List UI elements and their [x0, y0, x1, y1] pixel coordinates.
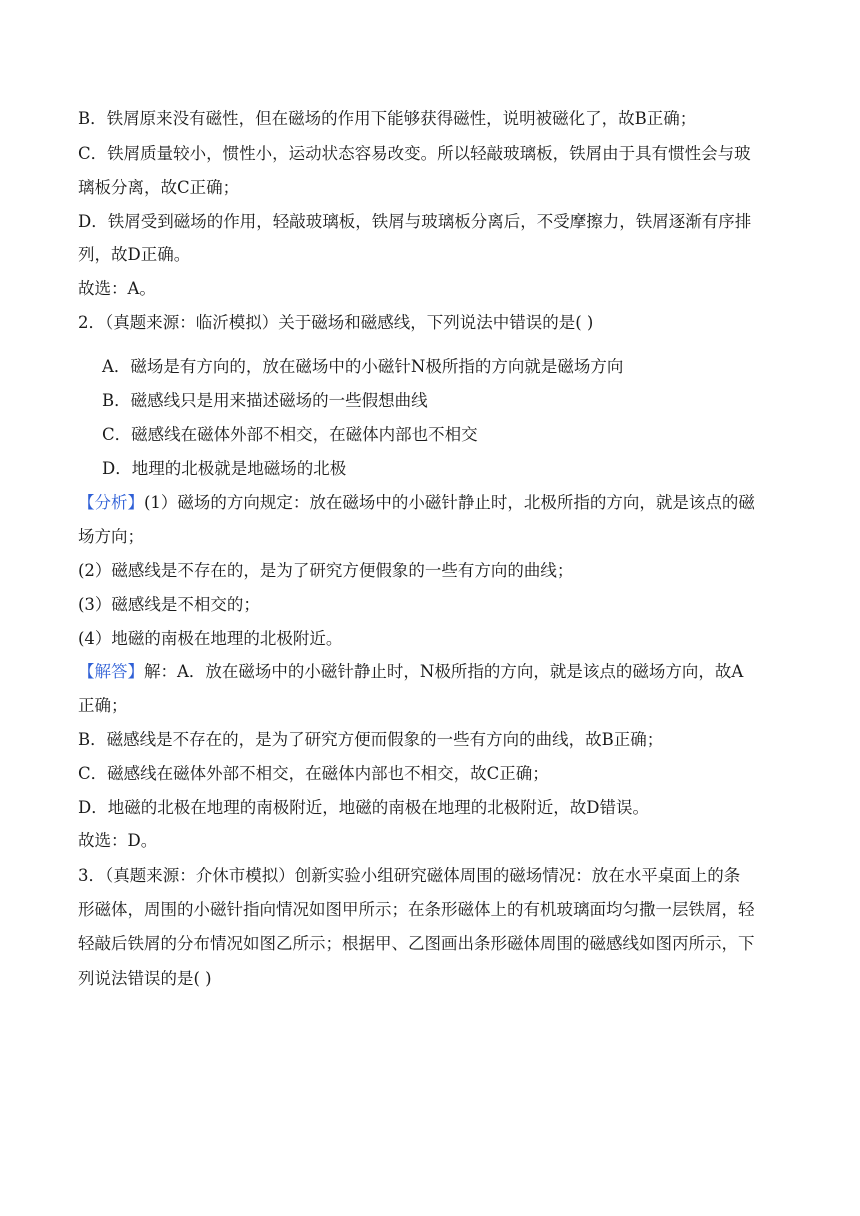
question-3-stem: 3．（真题来源：介休市模拟）创新实验小组研究磁体周围的磁场情况：放在水平桌面上的条 [78, 866, 741, 885]
text-line: D．铁屑受到磁场的作用，轻敲玻璃板，铁屑与玻璃板分离后，不受摩擦力，铁屑逐渐有序排 [78, 212, 752, 231]
analysis-line [78, 492, 788, 514]
text-line: 形磁体，周围的小磁针指向情况如图甲所示；在条形磁体上的有机玻璃面均匀撒一层铁屑，轻 [78, 900, 755, 919]
text-line: (2）磁感线是不存在的，是为了研究方便假象的一些有方向的曲线； [78, 561, 574, 580]
option-d: D．地理的北极就是地磁场的北极 [102, 459, 347, 478]
text-line: D．地磁的北极在地理的南极附近，地磁的南极在地理的北极附近，故D错误。 [78, 798, 649, 817]
option-b: B．磁感线只是用来描述磁场的一些假想曲线 [102, 391, 428, 410]
answer-text: 解：A．放在磁场中的小磁针静止时，N极所指的方向，就是该点的磁场方向，故A [144, 662, 744, 681]
text-line: 璃板分离，故C正确； [78, 178, 240, 197]
text-line: B．铁屑原来没有磁性，但在磁场的作用下能够获得磁性，说明被磁化了，故B正确； [78, 109, 697, 128]
answer-tag: 【解答】 [78, 662, 144, 681]
answer-line [78, 661, 788, 683]
text-line: 场方向； [78, 527, 144, 546]
text-line: (3）磁感线是不相交的； [78, 595, 260, 614]
text-line: C．磁感线在磁体外部不相交，在磁体内部也不相交，故C正确； [78, 764, 549, 783]
text-line: B．磁感线是不存在的，是为了研究方便而假象的一些有方向的曲线，故B正确； [78, 730, 664, 749]
analysis-text: (1）磁场的方向规定：放在磁场中的小磁针静止时，北极所指的方向，就是该点的磁 [144, 493, 755, 512]
question-2-stem: 2．（真题来源：临沂模拟）关于磁场和磁感线，下列说法中错误的是( ) [78, 313, 594, 332]
text-line: (4）地磁的南极在地理的北极附近。 [78, 629, 343, 648]
text-line: 正确； [78, 696, 128, 715]
analysis-tag: 【分析】 [78, 493, 144, 512]
text-line: 列，故D正确。 [78, 245, 191, 264]
text-line: 轻敲后铁屑的分布情况如图乙所示；根据甲、乙图画出条形磁体周围的磁感线如图丙所示，下 [78, 934, 755, 953]
text-line: 故选：D。 [78, 831, 158, 850]
option-a: A．磁场是有方向的，放在磁场中的小磁针N极所指的方向就是磁场方向 [102, 357, 624, 376]
text-line: 列说法错误的是( ) [78, 969, 212, 988]
text-line: C．铁屑质量较小，惯性小，运动状态容易改变。所以轻敲玻璃板，铁屑由于具有惯性会与玻 [78, 144, 751, 163]
option-c: C．磁感线在磁体外部不相交，在磁体内部也不相交 [102, 425, 478, 444]
text-line: 故选：A。 [78, 279, 156, 298]
